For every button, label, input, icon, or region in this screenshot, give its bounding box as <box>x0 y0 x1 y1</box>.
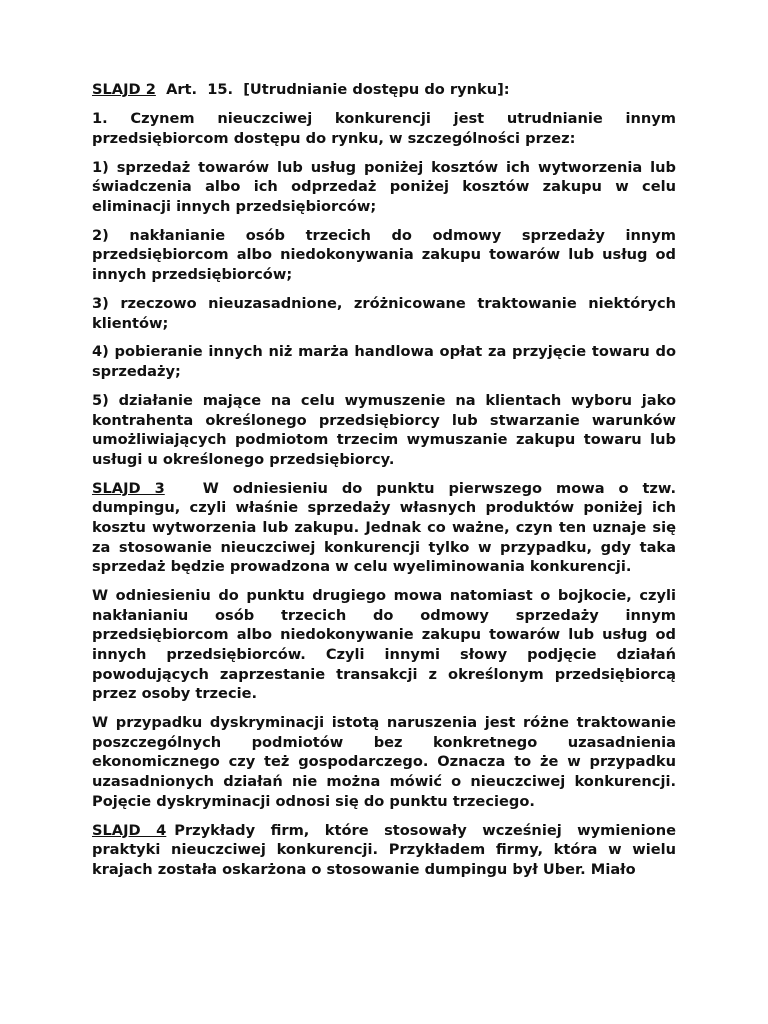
slide-4-label: SLAJD 4 <box>92 821 167 839</box>
article-number: Art. 15. <box>166 81 234 98</box>
slide-4-text: Przykłady firm, które stosowały wcześniej wymienione praktyki nieuczciwej konkurencji. Przykładem firmy, która w wielu krajach została oskarżona o stosowanie dumpingu był Uber. Miało <box>92 821 676 878</box>
slide-2-label: SLAJD 2 <box>92 81 156 98</box>
paragraph-slide-4 <box>92 821 676 880</box>
paragraph-point-1: 1) sprzedaż towarów lub usług poniżej kosztów ich wytworzenia lub świadczenia albo ich odprzedaż poniżej kosztów zakupu w celu eliminacji innych przedsiębiorców; <box>92 158 676 215</box>
paragraph-point-3: 3) rzeczowo nieuzasadnione, zróżnicowane traktowanie niektórych klientów; <box>92 294 676 332</box>
paragraph-slide-3 <box>92 479 676 577</box>
paragraph-boycott: W odniesieniu do punktu drugiego mowa natomiast o bojkocie, czyli nakłanianiu osób trzecich do odmowy sprzedaży innym przedsiębiorcom albo niedokonywanie zakupu towarów lub usług od innych przedsiębiorców. Czyli innymi słowy podjęcie działań powodujących zaprzestanie transakcji z określonym przedsiębiorcą przez osoby trzecie. <box>92 587 676 703</box>
paragraph-point-5: 5) działanie mające na celu wymuszenie na klientach wyboru jako kontrahenta określonego przedsiębiorcy lub stwarzanie warunków umożliwiających podmiotom trzecim wymuszanie zakupu towaru lub usługi u określonego przedsiębiorcy. <box>92 392 676 468</box>
heading <box>92 80 676 100</box>
paragraph-discrimination: W przypadku dyskryminacji istotą naruszenia jest różne traktowanie poszczególnych podmiotów bez konkretnego uzasadnienia ekonomicznego czy też gospodarczego. Oznacza to że w przypadku uzasadnionych działań nie można mówić o nieuczciwej konkurencji. Pojęcie dyskryminacji odnosi się do punktu trzeciego. <box>92 714 676 810</box>
paragraph-point-2: 2) nakłanianie osób trzecich do odmowy sprzedaży innym przedsiębiorcom albo niedokonywania zakupu towarów lub usług od innych przedsiębiorców; <box>92 226 676 283</box>
paragraph-point-4: 4) pobieranie innych niż marża handlowa opłat za przyjęcie towaru do sprzedaży; <box>92 343 676 381</box>
document-page <box>92 80 676 889</box>
paragraph-intro: 1. Czynem nieuczciwej konkurencji jest utrudnianie innym przedsiębiorcom dostępu do rynku, w szczególności przez: <box>92 109 676 147</box>
article-title: [Utrudnianie dostępu do rynku]: <box>243 81 510 98</box>
slide-3-label: SLAJD 3 <box>92 479 165 497</box>
slide-3-text: W odniesieniu do punktu pierwszego mowa o tzw. dumpingu, czyli właśnie sprzedaży własnych produktów poniżej ich kosztu wytworzenia lub zakupu. Jednak co ważne, czyn ten uznaje się za stosowanie nieuczciwej konkurencji tylko w przypadku, gdy taka sprzedaż będzie prowadzona w celu wyeliminowania konkurencji. <box>92 479 677 576</box>
